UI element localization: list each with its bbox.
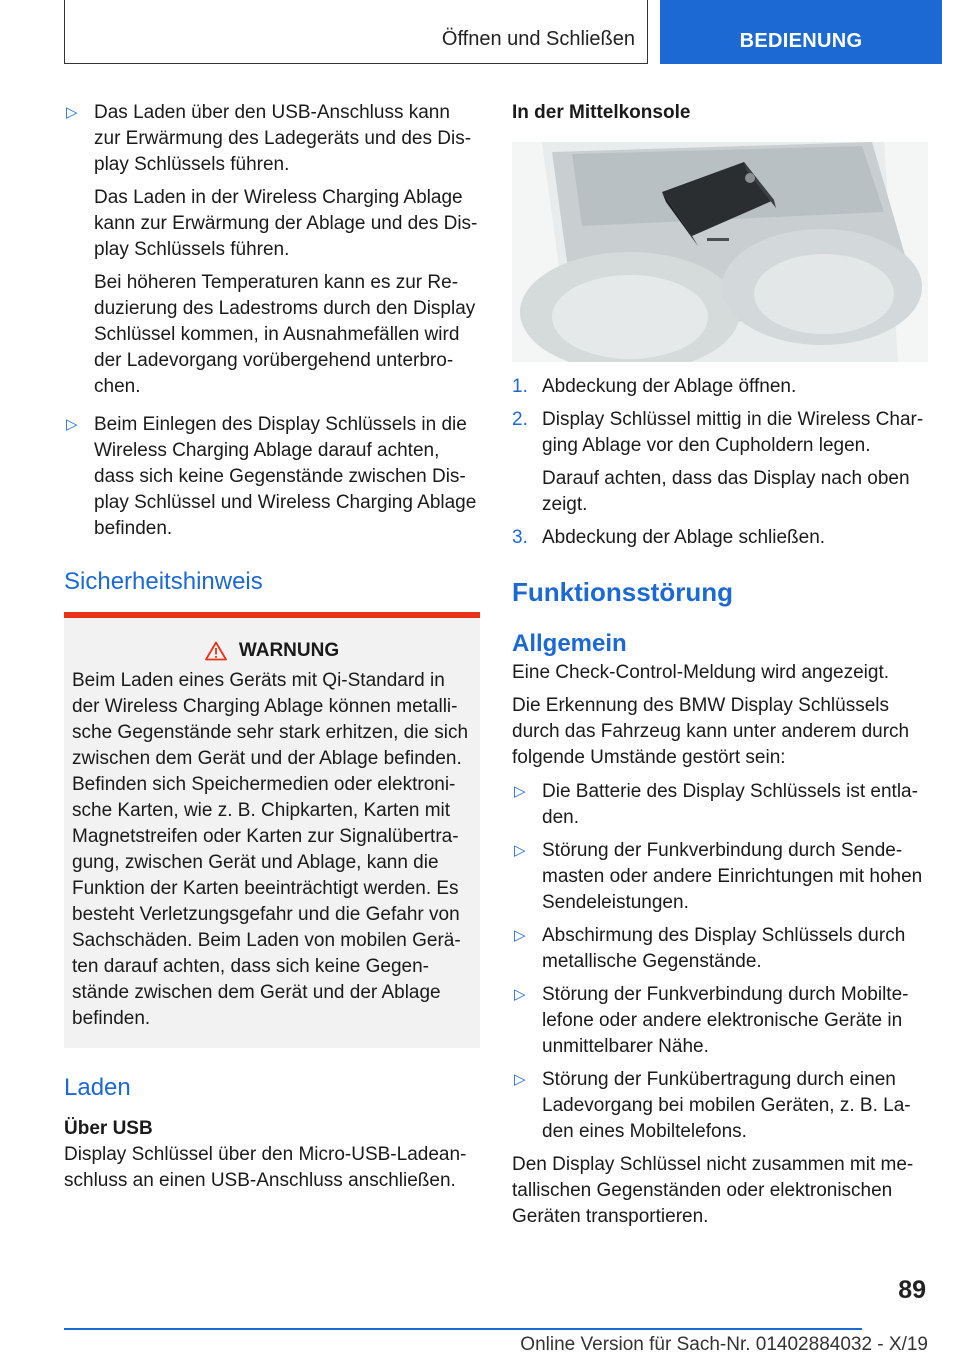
header-frame (64, 0, 648, 64)
warning-box (64, 612, 480, 1048)
chapter-tab (660, 0, 942, 64)
list-item (512, 374, 928, 400)
cause-text: Störung der Funkverbindung durch Mobilte-lefone oder andere elektronische Geräte in unmittelbarer Nähe. (542, 984, 909, 1057)
cause-text: Störung der Funkverbindung durch Sende-masten oder andere Einrichtungen mit hohen Sendeleistungen. (542, 840, 923, 913)
general-heading: Allgemein (512, 630, 627, 657)
cause-text: Störung der Funkübertragung durch einen Ladevorgang bei mobilen Geräten, z. B. La-den eines Mobiltelefons. (542, 1069, 911, 1142)
general-paragraph: Eine Check-Control-Meldung wird angezeigt. (512, 662, 890, 683)
list-item (512, 407, 928, 518)
triangle-bullet-icon: ▷ (66, 416, 78, 433)
cause-text: Die Batterie des Display Schlüssels ist entla-den. (542, 781, 918, 828)
triangle-bullet-icon: ▷ (514, 986, 526, 1003)
online-version-note: Online Version für Sach-Nr. 01402884032 - X/19 (520, 1334, 928, 1355)
chapter-tab-label: BEDIENUNG (739, 30, 863, 52)
triangle-bullet-icon: ▷ (514, 842, 526, 859)
safety-heading: Sicherheitshinweis (64, 568, 263, 595)
list-item (512, 525, 928, 551)
general-paragraph: Die Erkennung des BMW Display Schlüssels durch das Fahrzeug kann unter anderem durch folgende Umstände gestört sein: (512, 695, 910, 768)
warning-label: WARNUNG (238, 640, 340, 661)
usb-text: Display Schlüssel über den Micro-USB-Ladean-schluss an einen USB-Anschluss anschließen. (64, 1144, 467, 1191)
bullet-paragraph: Bei höheren Temperaturen kann es zur Re-duzierung des Ladestroms durch den Display Schlüssel kommen, in Ausnahmefällen wird der Ladevorgang vorübergehend unterbro-chen. (94, 272, 476, 397)
list-item (512, 923, 928, 975)
closing-paragraph: Den Display Schlüssel nicht zusammen mit me-tallischen Gegenständen oder elektronischen Geräten transportieren. (512, 1154, 914, 1227)
center-console-photo (512, 142, 928, 362)
bullet-paragraph: Beim Einlegen des Display Schlüssels in die Wireless Charging Ablage darauf achten, dass sich keine Gegenstände zwischen Dis-play Schlüssel und Wireless Charging Ablage befinden. (94, 414, 477, 539)
step-text: Darauf achten, dass das Display nach oben zeigt. (542, 468, 910, 515)
list-item (512, 838, 928, 916)
warning-text: Beim Laden eines Geräts mit Qi-Standard in der Wireless Charging Ablage können metalli-sche Gegenstände sehr stark erhitzen, die sich zwischen dem Gerät und der Ablage befinden. Befinden sich Speichermedien oder elektroni-sche Karten, wie z. B. Chipkarten, Karten mit Magnetstreifen oder Karten zur Signalübertra-gung, zwischen Gerät und Ablage, kann die Funktion der Karten beeinträchtigt werden. Es besteht Verletzungsgefahr und die Gefahr von Sachschäden. Beim Laden von mobilen Gerä-ten darauf achten, dass sich keine Gegen-stände zwischen dem Gerät und der Ablage befinden. (72, 670, 469, 1029)
cause-text: Abschirmung des Display Schlüssels durch metallische Gegenstände. (542, 925, 906, 972)
triangle-bullet-icon: ▷ (66, 104, 78, 121)
triangle-bullet-icon: ▷ (514, 927, 526, 944)
step-text: Abdeckung der Ablage schließen. (542, 527, 826, 548)
page-number: 89 (898, 1276, 926, 1304)
step-number: 3. (512, 527, 528, 548)
list-item (512, 779, 928, 831)
bullet-paragraph: Das Laden über den USB-Anschluss kann zur Erwärmung des Ladegeräts und des Dis-play Schlüssels führen. (94, 102, 472, 175)
bullet-paragraph: Das Laden in der Wireless Charging Ablage kann zur Erwärmung der Ablage und des Dis-play Schlüssels führen. (94, 187, 478, 260)
list-item (512, 982, 928, 1060)
steps-list (512, 374, 928, 551)
right-column (512, 100, 928, 1230)
warning-triangle-icon (205, 641, 227, 661)
footer-divider (64, 1328, 862, 1330)
usb-subheading: Über USB (64, 1118, 153, 1139)
step-text: Display Schlüssel mittig in die Wireless Char-ging Ablage vor den Cupholdern legen. (542, 409, 924, 456)
console-subheading: In der Mittelkonsole (512, 102, 691, 123)
left-column (64, 100, 480, 1194)
step-text: Abdeckung der Ablage öffnen. (542, 376, 797, 397)
list-item (64, 100, 480, 400)
laden-heading: Laden (64, 1074, 131, 1101)
triangle-bullet-icon: ▷ (514, 1071, 526, 1088)
list-item (64, 412, 480, 542)
section-title: Öffnen und Schließen (441, 28, 635, 50)
malfunction-heading: Funktionsstörung (512, 577, 733, 607)
list-item (512, 1067, 928, 1145)
triangle-bullet-icon: ▷ (514, 783, 526, 800)
step-number: 2. (512, 409, 528, 430)
step-number: 1. (512, 376, 528, 397)
causes-list (512, 779, 928, 1145)
warning-header (72, 640, 472, 662)
